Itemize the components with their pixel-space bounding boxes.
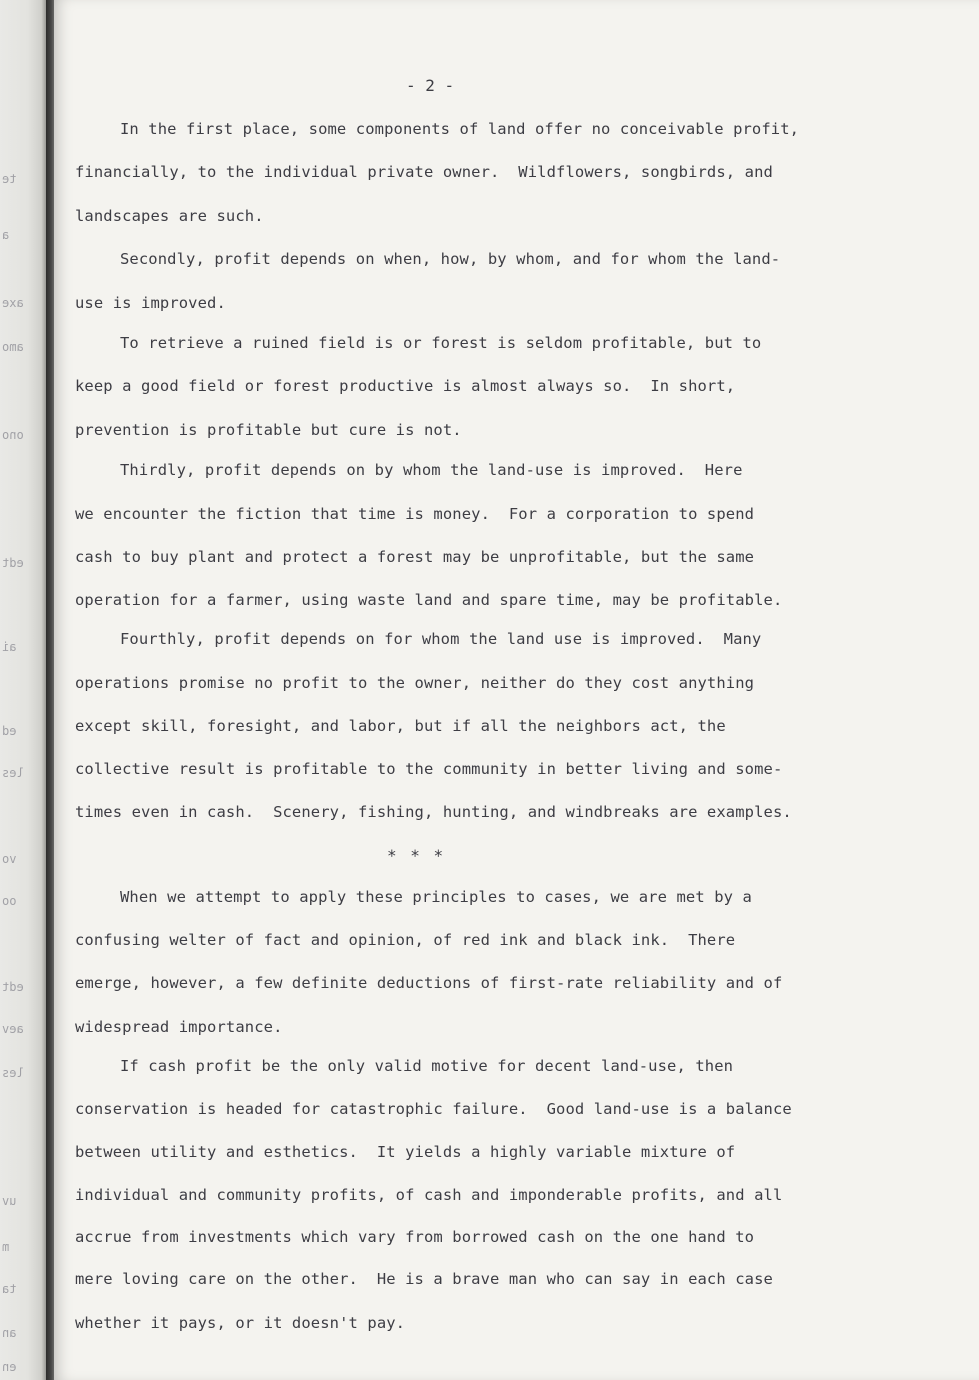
facing-page-fragment: edt: [2, 980, 24, 994]
text-line: Thirdly, profit depends on by whom the land-use is improved. Here: [120, 461, 743, 479]
facing-page-fragment: les: [2, 766, 24, 780]
facing-page-fragment: ai: [2, 640, 17, 654]
text-line: To retrieve a ruined field is or forest is seldom profitable, but to: [120, 334, 762, 352]
facing-page-fragment: edt: [2, 556, 24, 570]
facing-page-fragment: ta: [2, 1282, 17, 1296]
text-line: individual and community profits, of cash and imponderable profits, and all: [75, 1186, 783, 1204]
facing-page-fragment: ed: [2, 724, 17, 738]
text-line: accrue from investments which vary from borrowed cash on the one hand to: [75, 1228, 755, 1246]
text-line: use is improved.: [75, 294, 226, 312]
facing-page-fragment: an: [2, 1326, 17, 1340]
text-line: If cash profit be the only valid motive for decent land-use, then: [120, 1057, 734, 1075]
facing-page-fragment: amo: [2, 340, 24, 354]
typed-page: [54, 0, 979, 1380]
facing-page-edge: [0, 0, 46, 1380]
text-line: financially, to the individual private owner. Wildflowers, songbirds, and: [75, 163, 773, 181]
text-line: conservation is headed for catastrophic failure. Good land-use is a balance: [75, 1100, 792, 1118]
facing-page-fragment: m: [2, 1240, 10, 1254]
facing-page-fragment: les: [2, 1066, 24, 1080]
text-line: confusing welter of fact and opinion, of red ink and black ink. There: [75, 931, 736, 949]
text-line: mere loving care on the other. He is a brave man who can say in each case: [75, 1270, 773, 1288]
text-line: When we attempt to apply these principles to cases, we are met by a: [120, 888, 752, 906]
facing-page-fragment: en: [2, 1360, 17, 1374]
text-line: we encounter the fiction that time is money. For a corporation to spend: [75, 505, 755, 523]
facing-page-fragment: aev: [2, 1022, 24, 1036]
text-line: Secondly, profit depends on when, how, by whom, and for whom the land-: [120, 250, 781, 268]
text-line: except skill, foresight, and labor, but if all the neighbors act, the: [75, 717, 726, 735]
facing-page-fragment: uv: [2, 1194, 17, 1208]
text-line: collective result is profitable to the community in better living and some-: [75, 760, 783, 778]
facing-page-fragment: ono: [2, 428, 24, 442]
text-line: operation for a farmer, using waste land and spare time, may be profitable.: [75, 591, 783, 609]
text-line: keep a good field or forest productive is almost always so. In short,: [75, 377, 736, 395]
facing-page-fragment: a: [2, 228, 10, 242]
facing-page-fragment: axe: [2, 296, 24, 310]
text-line: times even in cash. Scenery, fishing, hunting, and windbreaks are examples.: [75, 803, 792, 821]
facing-page-fragment: te: [2, 172, 17, 186]
text-line: operations promise no profit to the owner, neither do they cost anything: [75, 674, 755, 692]
text-line: In the first place, some components of land offer no conceivable profit,: [120, 120, 800, 138]
facing-page-fragment: vo: [2, 852, 17, 866]
text-line: landscapes are such.: [75, 207, 264, 225]
text-line: widespread importance.: [75, 1018, 283, 1036]
page-number: - 2 -: [406, 76, 455, 95]
section-separator: * * *: [387, 846, 446, 865]
facing-page-fragment: oo: [2, 894, 17, 908]
text-line: prevention is profitable but cure is not.: [75, 421, 462, 439]
text-line: Fourthly, profit depends on for whom the land use is improved. Many: [120, 630, 762, 648]
text-line: cash to buy plant and protect a forest may be unprofitable, but the same: [75, 548, 755, 566]
text-line: between utility and esthetics. It yields a highly variable mixture of: [75, 1143, 736, 1161]
text-line: emerge, however, a few definite deductions of first-rate reliability and of: [75, 974, 783, 992]
text-line: whether it pays, or it doesn't pay.: [75, 1314, 406, 1332]
